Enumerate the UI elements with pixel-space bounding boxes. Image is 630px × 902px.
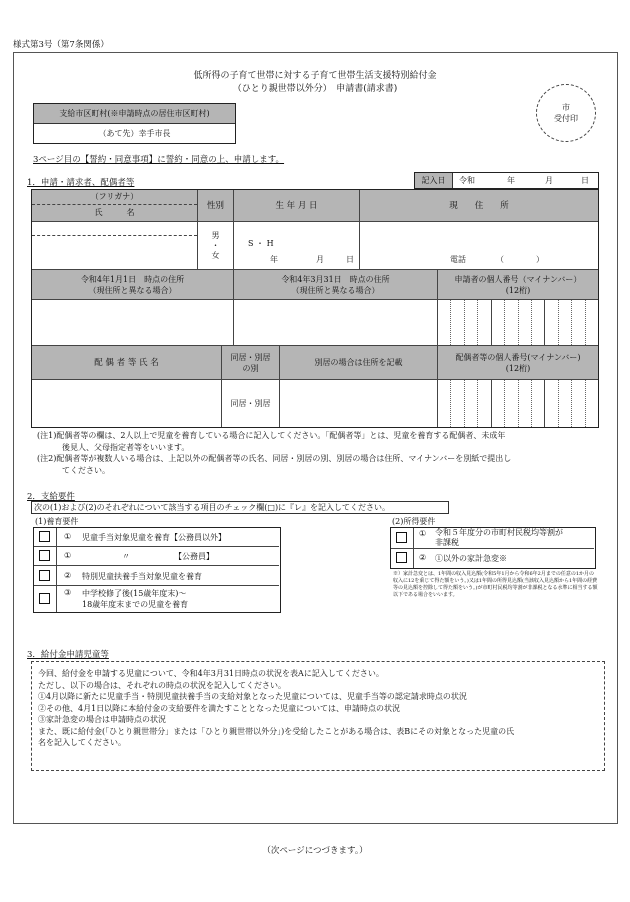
req2-text: ①以外の家計急変※: [435, 554, 507, 563]
municipality-addressee: （あて先）幸手市長: [98, 129, 171, 138]
req1-num: ③: [64, 588, 72, 597]
name-header: 氏 名: [94, 208, 135, 217]
reception-stamp: [536, 84, 596, 142]
req1-checkbox[interactable]: [39, 570, 50, 581]
municipality-label: 支給市区町村(※申請時点の居住市区町村): [34, 104, 235, 124]
mynumber-subheader: (12桁): [505, 286, 531, 295]
req1-checkbox[interactable]: [39, 593, 50, 604]
furigana-header: （フリガナ）: [32, 190, 197, 205]
footer-continued: （次ページにつづきます。）: [262, 846, 368, 856]
addr-jan1-input[interactable]: [32, 300, 234, 346]
section1-heading: 1．申請・請求者、配偶者等: [27, 178, 135, 188]
req1-num: ②: [64, 571, 72, 580]
note-1b: 後見人、父母指定者等をいいます。: [62, 442, 190, 452]
form-id: 様式第3号（第7条関係）: [13, 40, 109, 50]
address-input[interactable]: [360, 222, 598, 270]
req2-text: 令和５年度分の市町村民税均等割が 非課税: [435, 528, 563, 547]
applicant-table: [31, 189, 599, 428]
name-input[interactable]: [32, 236, 197, 269]
addr-mar31-input[interactable]: [234, 300, 438, 346]
spouse-mynumber-input[interactable]: [438, 380, 598, 427]
spouse-mynumber-subheader: (12桁): [505, 364, 531, 373]
addr-mar31-subheader: （現住所と異なる場合）: [291, 286, 380, 295]
cohab-header: 同居・別居: [230, 353, 271, 362]
date-label: 記入日: [415, 173, 453, 188]
req2-checkbox[interactable]: [396, 532, 407, 543]
phone-input[interactable]: （ ）: [496, 255, 544, 264]
date-box: [414, 172, 599, 189]
spouse-mynumber-header: 配偶者等の個人番号(マイナンバー): [455, 353, 581, 362]
birthdate-input[interactable]: [234, 222, 360, 270]
req2-item[interactable]: [391, 549, 594, 568]
instruction-line: ②その他、4月1日以降に本給付金の支給要件を満たすこととなった児童については、申請時点の状況: [38, 703, 401, 713]
req2-list: [390, 527, 596, 569]
instruction-line: ③家計急変の場合は申請時点の状況: [38, 715, 166, 724]
furigana-input[interactable]: [32, 222, 197, 236]
spouse-name-input[interactable]: [32, 380, 222, 427]
birthdate-header: 生 年 月 日: [234, 190, 360, 222]
phone-label: 電話: [450, 255, 466, 264]
section3-heading: 3．給付金申請児童等: [27, 650, 109, 660]
date-era: 令和: [459, 176, 475, 185]
addr-jan1-header: 令和4年1月1日 時点の住所: [80, 275, 185, 284]
instruction-line: 今回、給付金を申請する児童について、令和4年3月31日時点の状況を表Aに記入してください。: [38, 669, 384, 678]
title-line2: （ひとり親世帯以外分） 申請書(請求書): [232, 84, 398, 94]
title-line1: 低所得の子育て世帯に対する子育て世帯生活支援特別給付金: [193, 71, 437, 81]
req1-checkbox[interactable]: [39, 531, 50, 542]
section2-heading: 2．支給要件: [27, 492, 75, 502]
pledge-text: 3ページ目の【誓約・同意事項】に誓約・同意の上、申請します。: [33, 155, 285, 165]
address-header: 現 住 所: [360, 190, 598, 222]
addr-mar31-header: 令和4年3月31日 時点の住所: [281, 275, 390, 284]
stamp-label-receipt: 受付印: [554, 114, 578, 123]
req1-text: 特別児童扶養手当対象児童を養育: [82, 572, 202, 581]
sex-select[interactable]: 男 ・ 女: [198, 222, 234, 270]
req2-footnote: ※）家計急変とは、1年間の収入見込額(令和5年1月から令和6年2月までの任意の1か月の収入に12を乗じて得た額をいう。)又は1年間の所得見込額(当該収入見込額から1年間の経費等の見込額を控除して得た額をいう。)が市町村民税均等割が非課税となる水準に相当する額以下である場合をいいます。: [393, 571, 598, 598]
birth-month-label: 月: [316, 255, 324, 264]
instruction-line: また、既に給付金(「ひとり親世帯分」または「ひとり親世帯以外分」)を受給したことがある場合は、表Bにその対象となった児童の氏: [38, 726, 515, 736]
spouse-name-header: 配 偶 者 等 氏 名: [32, 346, 222, 380]
separate-addr-input[interactable]: [280, 380, 438, 427]
req1-title: (1)養育要件: [35, 517, 79, 526]
mynumber-input[interactable]: [438, 300, 598, 346]
instruction-line: ただし、以下の場合は、それぞれの時点の状況を記入してください。: [38, 680, 286, 690]
req1-text: 児童手当対象児童を養育【公務員以外】: [82, 533, 226, 542]
req1-num: ①: [64, 532, 72, 541]
req1-item[interactable]: [34, 566, 279, 586]
req2-title: (2)所得要件: [392, 517, 436, 526]
separate-addr-header: 別居の場合は住所を記載: [280, 346, 438, 380]
birth-year-label: 年: [270, 255, 278, 264]
addr-jan1-subheader: （現住所と異なる場合）: [88, 286, 177, 295]
instruction-line: 名を記入してください。: [38, 738, 126, 747]
mynumber-header: 申請者の個人番号（マイナンバー）: [454, 275, 582, 284]
req1-list: [33, 527, 281, 613]
cohab-select[interactable]: 同居・別居: [222, 380, 280, 427]
req1-item[interactable]: [34, 528, 279, 547]
req2-item[interactable]: [391, 528, 594, 549]
era-options[interactable]: S ・ H: [248, 239, 274, 248]
date-year: 年: [507, 176, 515, 185]
section3-instructions: [31, 661, 605, 771]
date-month[interactable]: 月: [545, 176, 553, 185]
req1-num: ①: [64, 551, 72, 560]
req1-text: 〃 【公務員】: [82, 552, 214, 561]
req1-checkbox[interactable]: [39, 550, 50, 561]
date-day[interactable]: 日: [581, 176, 589, 185]
cohab-subheader: の別: [242, 364, 259, 373]
req2-checkbox[interactable]: [396, 552, 407, 563]
note-2: (注2)配偶者等が複数人いる場合は、上記以外の配偶者等の氏名、同居・別居の別、別居の場合は住所、マイナンバーを別紙で提出し: [37, 454, 512, 463]
req2-num: ①: [419, 529, 427, 538]
stamp-label-city: 市: [562, 103, 570, 112]
note-1: (注1)配偶者等の欄は、2人以上で児童を養育している場合に記入してください。「配偶者等」とは、児童を養育する配偶者、未成年: [37, 431, 506, 440]
req1-item[interactable]: [34, 586, 279, 612]
section2-instruction: 次の(1)および(2)のそれぞれについて該当する項目のチェック欄(□)に『レ』を記入してください。: [31, 501, 449, 514]
sex-header: 性別: [198, 190, 234, 222]
municipality-box: [33, 103, 236, 144]
req1-item[interactable]: [34, 547, 279, 566]
req2-num: ②: [419, 553, 427, 562]
req1-text: 中学校修了後(15歳年度末)～ 18歳年度末までの児童を養育: [82, 589, 189, 609]
birth-day-label: 日: [346, 255, 354, 264]
note-2b: てください。: [62, 465, 110, 475]
instruction-line: ①4月以降に新たに児童手当・特別児童扶養手当の支給対象となった児童については、児童手当等の認定請求時点の状況: [38, 692, 467, 701]
